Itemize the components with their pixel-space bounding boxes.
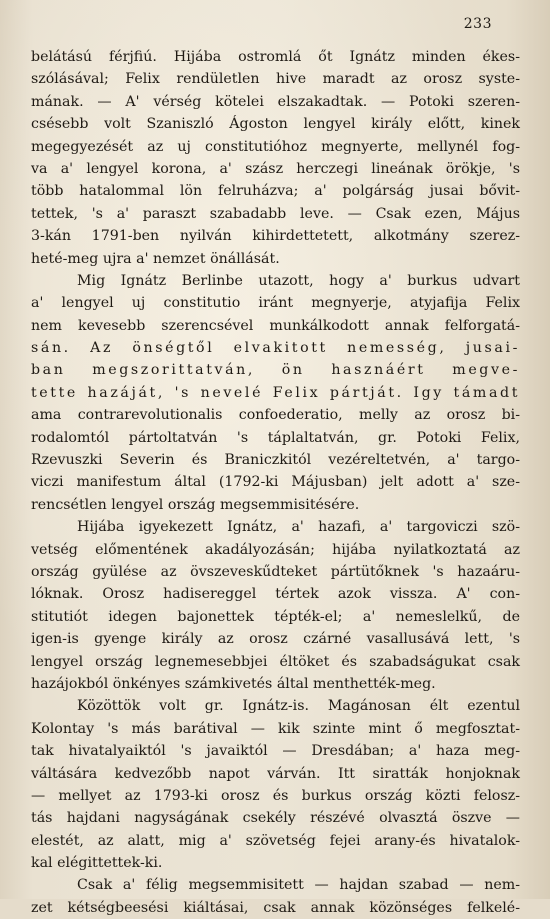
text-line: több hatalommal lön felruházva; a' polgárság jusai bővit- (31, 183, 520, 200)
text-line: csésebb volt Szaniszló Ágoston lengyel király előtt, kinek (31, 116, 520, 133)
text-line: megegyezését az uj constitutióhoz megnyerte, mellynél fog- (31, 138, 520, 155)
text-line: ország gyülése az övszeveskűdteket pártütőknek 's hazaáru- (31, 563, 520, 580)
text-line: heté-meg ujra a' nemzet önállását. (31, 250, 280, 267)
text-line: ban megszorittatván, ön hasznáért megve- (31, 362, 520, 379)
text-line: a' lengyel uj constitutio iránt megnyerje, atyjafija Felix (31, 295, 520, 312)
text-line: — mellyet az 1793-ki orosz és burkus ország közti felosz- (31, 787, 520, 804)
text-line: vetség előmentének akadályozásán; hijába nyilatkoztatá az (31, 541, 520, 558)
text-line: tak hivatalyaiktól 's javaiktól — Dresdában; a' haza meg- (31, 743, 520, 760)
text-line: 3-kán 1791-ben nyilván kihirdettetett, alkotmány szerez- (31, 228, 520, 245)
text-line: sán. Az önségtől elvakitott nemesség, jusai- (31, 340, 520, 357)
text-line: rencsétlen lengyel ország megsemmisitésére. (31, 496, 360, 513)
text-line: Rzevuszki Severin és Braniczkitól vezéreltetvén, a' targo- (31, 452, 520, 469)
text-line: ama contrarevolutionalis confoederatio, melly az orosz bi- (31, 407, 520, 424)
text-line: Kolontay 's más barátival — kik szinte mint ő megfosztat- (31, 720, 520, 737)
text-line: mának. — A' vérség kötelei elszakadtak. — Potoki szeren- (31, 93, 520, 110)
text-line: belátású férjfiú. Hijába ostromlá őt Ignátz minden ékes- (31, 49, 520, 65)
text-line: elestét, az alatt, mig a' szövetség fejei arany-és hivatalok- (31, 832, 520, 849)
text-line: Közöttök volt gr. Ignátz-is. Magánosan élt ezentul (77, 698, 520, 715)
text-line: lóknak. Orosz hadisereggel tértek azok vissza. A' con- (31, 586, 520, 603)
text-line: viczi manifestum által (1792-ki Májusban) jelt adott a' sze- (31, 474, 520, 491)
text-line: zet kétségbeesési kiáltásai, csak annak közönséges felkelé- (31, 899, 520, 916)
text-line: va a' lengyel korona, a' szász herczegi lineának örökje, 's (31, 160, 520, 177)
text-line: Csak a' félig megsemmisitett — hajdan szabad — nem- (77, 877, 520, 894)
text-line: lengyel ország legnemesebbjei éltöket és szabadságukat csak (31, 653, 520, 670)
text-line: kal elégittettek-ki. (31, 855, 163, 872)
text-line: tette hazáját, 's nevelé Felix pártját. Igy támadt (31, 384, 520, 401)
text-line: tás hajdani nagyságának csekély részévé olvasztá öszve — (31, 810, 520, 827)
text-line: hazájokból önkényes számkivetés által menthették-meg. (31, 675, 436, 692)
text-line: Mig Ignátz Berlinbe utazott, hogy a' burkus udvart (77, 272, 520, 289)
text-line: váltására kedvezőbb napot várván. Itt siratták honjoknak (31, 765, 520, 782)
page-number: 233 (463, 16, 492, 32)
text-line: Hijába igyekezett Ignátz, a' hazafi, a' targoviczi szö- (77, 519, 520, 536)
text-line: stitutiót idegen bajonettek tépték-el; a' nemeslelkű, de (31, 608, 520, 625)
text-line: szólásával; Felix rendületlen hive maradt az orosz syste- (31, 71, 520, 88)
text-line: igen-is gyenge király az orosz czárné vasallusává lett, 's (31, 631, 520, 648)
text-line: tettek, 's a' paraszt szabadabb leve. — Csak ezen, Május (31, 205, 520, 222)
text-line: rodalomtól pártoltatván 's táplaltatván, gr. Potoki Felix, (31, 429, 520, 446)
body-text (31, 46, 520, 919)
text-line: nem kevesebb szerencsével munkálkodott annak felforgatá- (31, 317, 520, 334)
